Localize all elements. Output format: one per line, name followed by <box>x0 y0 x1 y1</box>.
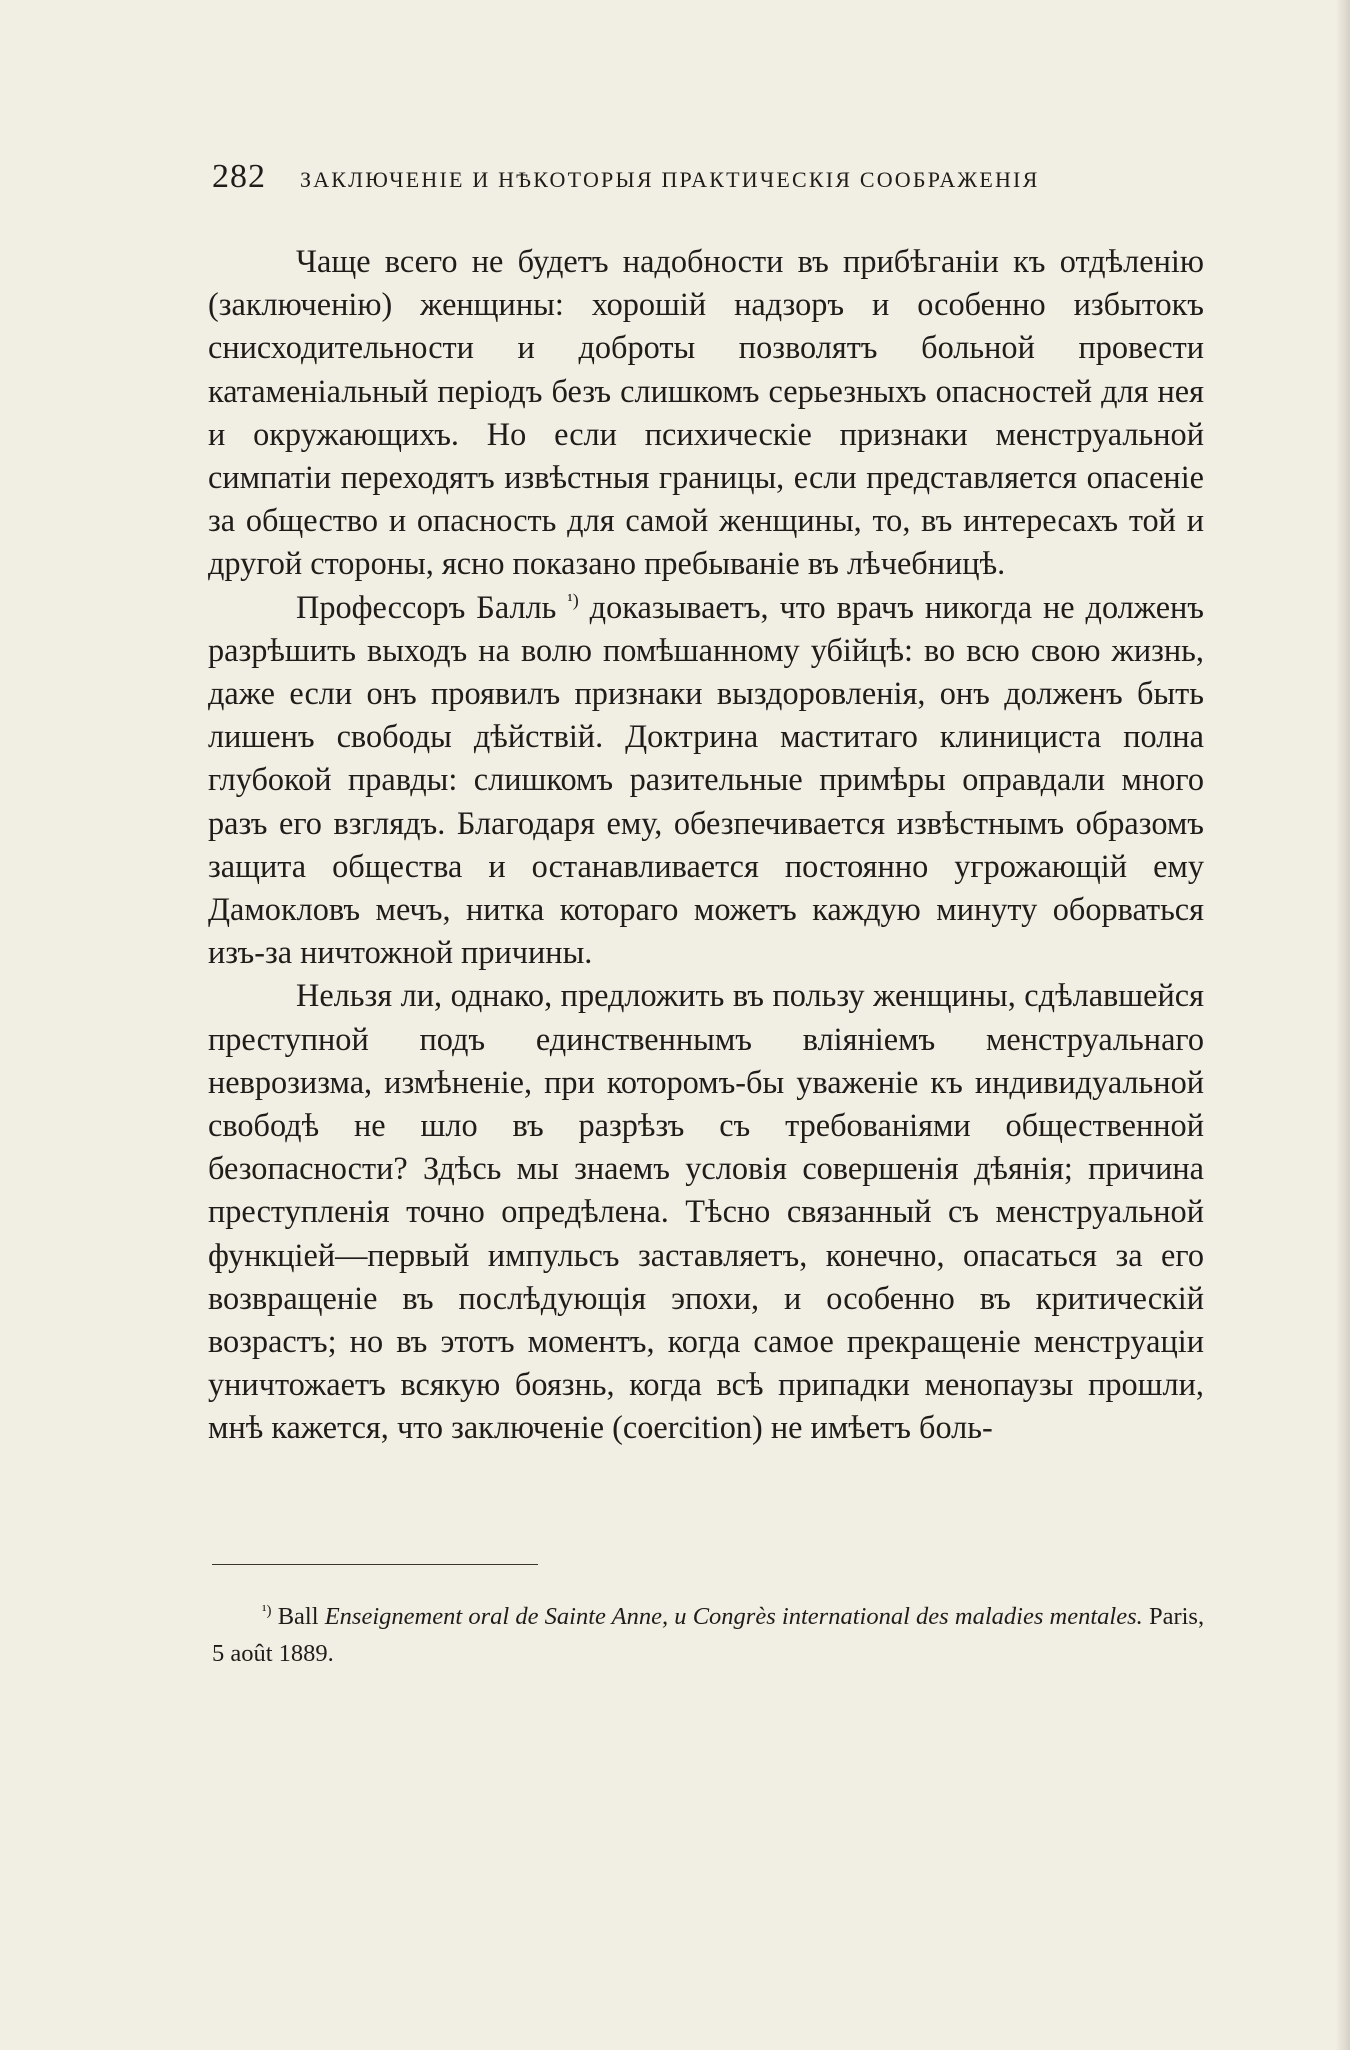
footnote-title-2: Congrès international des maladies mentales. <box>692 1603 1143 1630</box>
footnote-author: Ball <box>277 1603 319 1630</box>
footnote-divider <box>212 1564 538 1565</box>
paragraph-2-start: Профессоръ Балль <box>296 588 557 625</box>
body-text <box>208 240 1204 1450</box>
page-edge-shadow <box>1336 0 1350 2050</box>
footnote-place-date: Paris, 5 août 1889. <box>212 1603 1205 1667</box>
paragraph-2 <box>208 586 1204 975</box>
footnote-title-1: Enseignement oral de Sainte Anne, <box>324 1603 669 1630</box>
footnote <box>212 1598 1204 1672</box>
running-title: ЗАКЛЮЧЕНІЕ И НѢКОТОРЫЯ ПРАКТИЧЕСКІЯ СООБРАЖЕНІЯ <box>300 167 1040 192</box>
paragraph-1: Чаще всего не будетъ надобности въ прибѣганіи къ отдѣленію (заключенію) женщины: хорошій надзоръ и особенно избытокъ снисходительности и доброты позволятъ больной провести катаменіальный періодъ безъ слишкомъ серьезныхъ опасностей для нея и окружающихъ. Но если психическіе признаки менструальной симпатіи переходятъ извѣстныя границы, если представляется опасеніе за общество и опасность для самой женщины, то, въ интересахъ той и другой стороны, ясно показано пребываніе въ лѣчебницѣ. <box>208 243 1204 582</box>
footnote-reference[interactable]: ¹) <box>567 589 579 610</box>
footnote-conjunction: и <box>674 1603 687 1630</box>
page-header <box>212 158 1132 206</box>
paragraph-3: Нельзя ли, однако, предложить въ пользу женщины, сдѣлавшейся преступной подъ единственнымъ вліяніемъ менструальнаго неврозизма, измѣненіе, при которомъ-бы уваженіе къ индивидуальной свободѣ не шло въ разрѣзъ съ требованіями общественной безопасности? Здѣсь мы знаемъ условія совершенія дѣянія; причина преступленія точно опредѣлена. Тѣсно связанный съ менструальной функціей—первый импульсъ заставляетъ, конечно, опасаться за его возвращеніе въ послѣдующія эпохи, и особенно въ критическій возрастъ; но въ этотъ моментъ, когда самое прекращеніе менструаціи уничтожаетъ всякую боязнь, когда всѣ припадки менопаузы прошли, мнѣ кажется, что заключеніе (coercition) не имѣетъ боль- <box>208 977 1204 1446</box>
footnote-mark: ¹) <box>262 1602 272 1619</box>
page-number: 282 <box>212 158 266 195</box>
paragraph-2-rest: доказываетъ, что врачъ никогда не долженъ разрѣшить выходъ на волю помѣшанному убійцѣ: во всю свою жизнь, даже если онъ проявилъ признаки выздоровленія, онъ долженъ быть лишенъ свободы дѣйствій. Доктрина маститаго клинициста полна глубокой правды: слишкомъ разительные примѣры оправдали много разъ его взглядъ. Благодаря ему, обезпечивается извѣстнымъ образомъ защита общества и останавливается постоянно угрожающій ему Дамокловъ мечъ, нитка котораго можетъ каждую минуту оборваться изъ-за ничтожной причины. <box>208 588 1205 971</box>
